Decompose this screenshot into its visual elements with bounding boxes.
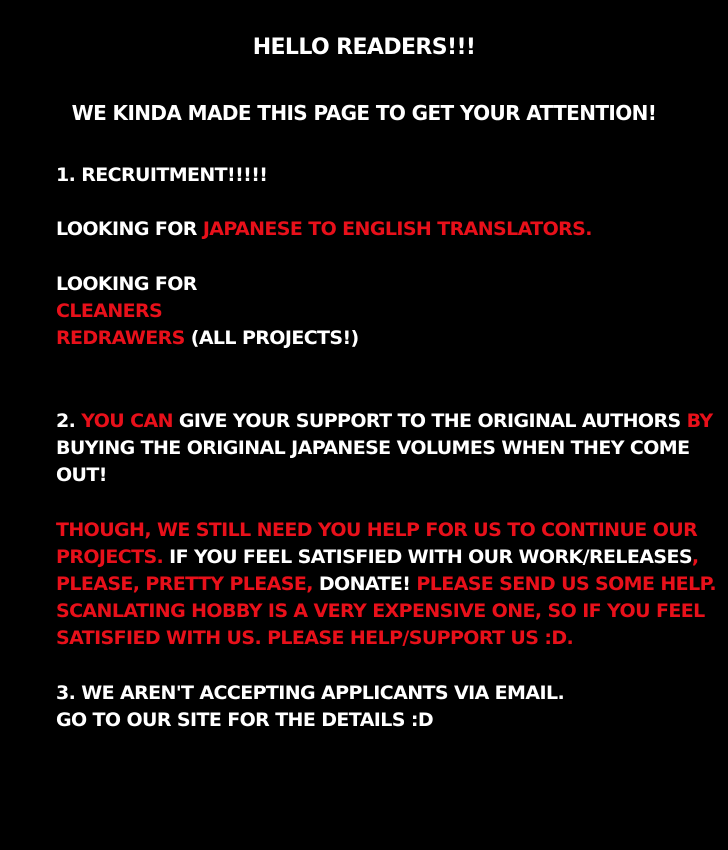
support-text-1: GIVE YOUR SUPPORT TO THE ORIGINAL AUTHORS [172, 410, 687, 432]
support-line-1 [56, 408, 713, 435]
support-by: BY [686, 410, 713, 432]
recruitment-looking-for: LOOKING FOR [56, 273, 197, 295]
recruitment-cleaners: CLEANERS [56, 300, 163, 322]
recruitment-translators [56, 216, 592, 243]
support-line-3: OUT! [56, 464, 107, 486]
support-number: 2. [56, 410, 82, 432]
page-subtitle: WE KINDA MADE THIS PAGE TO GET YOUR ATTENTION! [71, 101, 657, 125]
page-title: HELLO READERS!!! [252, 35, 476, 60]
support-you-can: YOU CAN [81, 410, 173, 432]
donate-pretty-please: PLEASE, PRETTY PLEASE, [56, 573, 319, 595]
translators-prefix: LOOKING FOR [56, 218, 203, 240]
support-line-2: BUYING THE ORIGINAL JAPANESE VOLUMES WHEN THEY COME [56, 437, 690, 459]
redrawers-highlight: REDRAWERS [56, 327, 185, 349]
donate-line-3 [56, 571, 716, 598]
recruitment-redrawers [56, 325, 359, 352]
donate-send-help: PLEASE SEND US SOME HELP. [410, 573, 717, 595]
donate-line-1: THOUGH, WE STILL NEED YOU HELP FOR US TO CONTINUE OUR [56, 519, 698, 541]
donate-projects: PROJECTS. [56, 546, 164, 568]
donate-line-4: SCANLATING HOBBY IS A VERY EXPENSIVE ONE, SO IF YOU FEEL [56, 600, 705, 622]
applicants-line-1: 3. WE AREN'T ACCEPTING APPLICANTS VIA EMAIL. [56, 682, 565, 704]
translators-highlight: JAPANESE TO ENGLISH TRANSLATORS. [202, 218, 592, 240]
donate-comma: , [691, 546, 699, 568]
applicants-line-2: GO TO OUR SITE FOR THE DETAILS :D [56, 709, 434, 731]
redrawers-suffix: (ALL PROJECTS!) [184, 327, 359, 349]
donate-line-5: SATISFIED WITH US. PLEASE HELP/SUPPORT US :D. [56, 627, 574, 649]
recruitment-heading: 1. RECRUITMENT!!!!! [56, 164, 268, 186]
donate-satisfied: IF YOU FEEL SATISFIED WITH OUR WORK/RELEASES [163, 546, 692, 568]
donate-line-2 [56, 544, 699, 571]
donate-word: DONATE! [318, 573, 411, 595]
